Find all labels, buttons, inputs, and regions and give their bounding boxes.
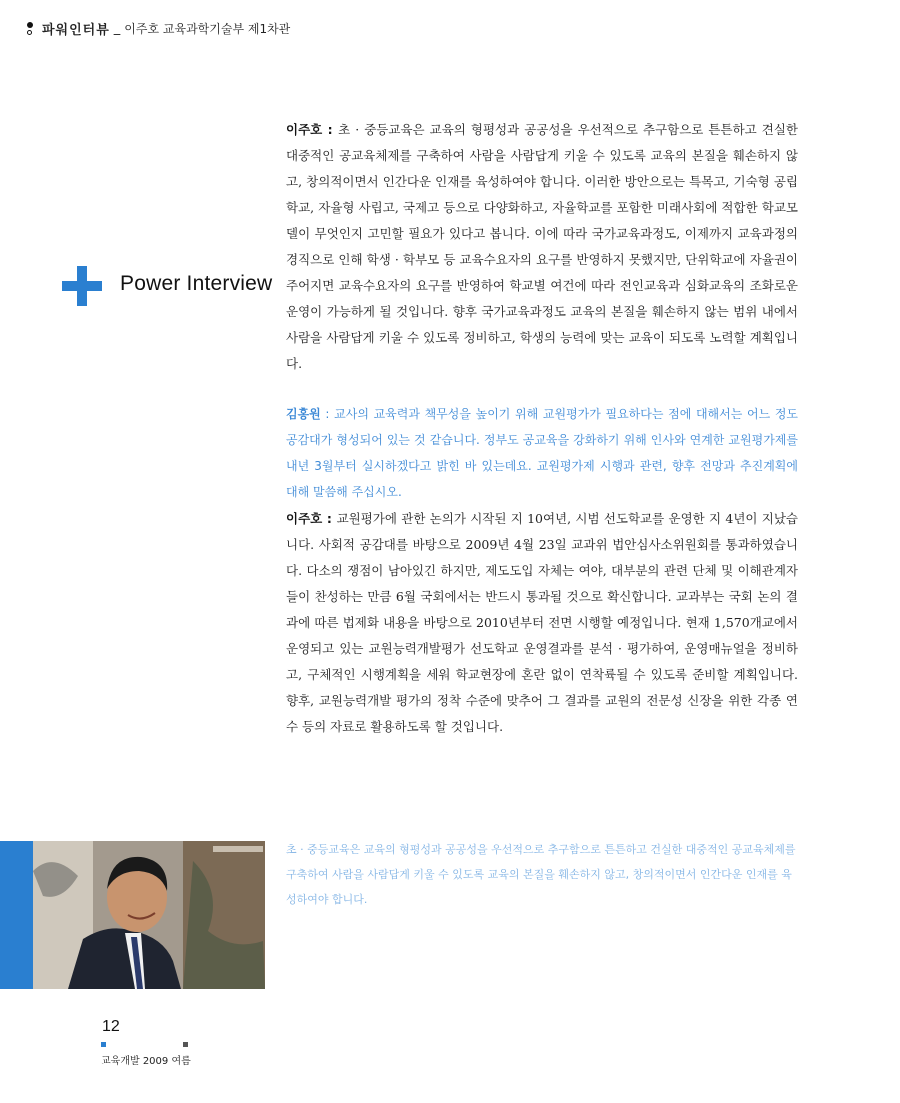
header-separator: _ bbox=[113, 20, 121, 36]
interviewer-name: 김홍원 bbox=[286, 407, 321, 421]
footer-square-icon bbox=[183, 1042, 188, 1047]
side-label: Power Interview bbox=[120, 272, 273, 295]
header-subtitle: 이주호 교육과학기술부 제1차관 bbox=[124, 21, 291, 36]
question-paragraph: 김홍원 : 교사의 교육력과 책무성을 높이기 위해 교원평가가 필요하다는 점에 대해서는 어느 정도 공감대가 형성되어 있는 것 같습니다. 정부도 공교육을 강화하기 위해 인사와 연계한 교원평가제를 내년 3월부터 실시하겠다고 밝힌 바 있는데요. 교원평가제 시행과 관련, 향후 전망과 추진계획에 대해 말씀해 주십시오. bbox=[286, 407, 798, 499]
question-text: 교사의 교육력과 책무성을 높이기 위해 교원평가가 필요하다는 점에 대해서는 어느 정도 공감대가 형성되어 있는 것 같습니다. 정부도 공교육을 강화하기 위해 인사와 연계한 교원평가제를 내년 3월부터 실시하겠다고 밝힌 바 있는데요. 교원평가제 시행과 관련, 향후 전망과 추진계획에 대해 말씀해 주십시오. bbox=[286, 407, 798, 499]
answer-text: 교원평가에 관한 논의가 시작된 지 10여년, 시범 선도학교를 운영한 지 4년이 지났습니다. 사회적 공감대를 바탕으로 2009년 4월 23일 교과위 법안심사소위원회를 통과하였습니다. 다소의 쟁점이 남아있긴 하지만, 제도도입 자체는 여야, 대부분의 관련 단체 및 이해관계자들이 찬성하는 만큼 6월 국회에서는 반드시 통과될 것으로 확신합니다. 교과부는 국회 논의 결과에 따른 법제화 내용을 바탕으로 2010년부터 전면 시행할 예정입니다. 현재 1,570개교에서 운영되고 있는 교원능력개발평가 선도학교 운영결과를 분석 · 평가하여, 운영매뉴얼을 정비하고, 구체적인 시행계획을 세워 학교현장에 혼란 없이 연착륙될 수 있도록 준비할 계획입니다. 향후, 교원능력개발 평가의 정착 수준에 맞추어 그 결과를 교원의 전문성 신장을 위한 각종 연수 등의 자료로 활용하도록 할 것입니다. bbox=[286, 511, 798, 734]
plus-icon bbox=[62, 266, 102, 306]
answer-paragraph: 이주호 : 교원평가에 관한 논의가 시작된 지 10여년, 시범 선도학교를 운영한 지 4년이 지났습니다. 사회적 공감대를 바탕으로 2009년 4월 23일 교과위 법안심사소위원회를 통과하였습니다. 다소의 쟁점이 남아있긴 하지만, 제도도입 자체는 여야, 대부분의 관련 단체 및 이해관계자들이 찬성하는 만큼 6월 국회에서는 반드시 통과될 것으로 확신합니다. 교과부는 국회 논의 결과에 따른 법제화 내용을 바탕으로 2010년부터 전면 시행할 예정입니다. 현재 1,570개교에서 운영되고 있는 교원능력개발평가 선도학교 운영결과를 분석 · 평가하여, 운영매뉴얼을 정비하고, 구체적인 시행계획을 세워 학교현장에 혼란 없이 연착륙될 수 있도록 준비할 계획입니다. 향후, 교원능력개발 평가의 정착 수준에 맞추어 그 결과를 교원의 전문성 신장을 위한 각종 연수 등의 자료로 활용하도록 할 것입니다. bbox=[286, 511, 798, 734]
answer-block-1 bbox=[286, 117, 798, 377]
answer-block-2 bbox=[286, 506, 798, 740]
accent-bar bbox=[0, 841, 33, 989]
photo-caption: 초 · 중등교육은 교육의 형평성과 공공성을 우선적으로 추구함으로 튼튼하고 건실한 대중적인 공교육체제를 구축하여 사람을 사람답게 키울 수 있도록 교육의 본질을 훼손하지 않고, 창의적이면서 인간다운 인재를 육성하여야 합니다. bbox=[286, 843, 796, 906]
question-block bbox=[286, 401, 798, 505]
interviewee-photo bbox=[33, 841, 265, 989]
bullet-dots-icon bbox=[26, 20, 36, 36]
footer-square-icon bbox=[101, 1042, 106, 1047]
page-number: 12 bbox=[102, 1018, 120, 1035]
series-title: 파워인터뷰 bbox=[42, 22, 110, 38]
answer-paragraph: 이주호 : 초 · 중등교육은 교육의 형평성과 공공성을 우선적으로 추구함으로 튼튼하고 견실한 대중적인 공교육체제를 구축하여 사람을 사람답게 키울 수 있도록 교육의 본질을 훼손하지 않고, 창의적이면서 인간다운 인재를 육성하여야 합니다. 이러한 방안으로는 특목고, 기숙형 공립학교, 자율형 사립고, 국제고 등으로 다양화하고, 자율학교를 포함한 미래사회에 적합한 학교모델이 무엇인지 고민할 필요가 있다고 봅니다. 이에 따라 국가교육과정도, 이제까지 교육과정의 경직으로 인해 학생 · 학부모 등 교육수요자의 요구를 반영하지 못했지만, 단위학교에 자율권이 주어지면 교육수요자의 요구를 반영하여 학교별 여건에 따라 전인교육과 심화교육의 조화로운 운영이 가능하게 될 것입니다. 향후 국가교육과정도 교육의 본질을 훼손하지 않는 범위 내에서 사람을 사람답게 키울 수 있도록 정비하고, 학생의 능력에 맞는 교육이 되도록 노력할 계획입니다. bbox=[286, 122, 798, 371]
running-header bbox=[26, 18, 290, 38]
answer-text: 초 · 중등교육은 교육의 형평성과 공공성을 우선적으로 추구함으로 튼튼하고 견실한 대중적인 공교육체제를 구축하여 사람을 사람답게 키울 수 있도록 교육의 본질을 훼손하지 않고, 창의적이면서 인간다운 인재를 육성하여야 합니다. 이러한 방안으로는 특목고, 기숙형 공립학교, 자율형 사립고, 국제고 등으로 다양화하고, 자율학교를 포함한 미래사회에 적합한 학교모델이 무엇인지 고민할 필요가 있다고 봅니다. 이에 따라 국가교육과정도, 이제까지 교육과정의 경직으로 인해 학생 · 학부모 등 교육수요자의 요구를 반영하지 못했지만, 단위학교에 자율권이 주어지면 교육수요자의 요구를 반영하여 학교별 여건에 따라 전인교육과 심화교육의 조화로운 운영이 가능하게 될 것입니다. 향후 국가교육과정도 교육의 본질을 훼손하지 않는 범위 내에서 사람을 사람답게 키울 수 있도록 정비하고, 학생의 능력에 맞는 교육이 되도록 노력할 계획입니다. bbox=[286, 122, 798, 371]
speaker-name: 이주호 bbox=[286, 511, 323, 526]
publication-name: 교육개발 2009 여름 bbox=[101, 1056, 191, 1067]
speaker-name: 이주호 bbox=[286, 122, 323, 137]
